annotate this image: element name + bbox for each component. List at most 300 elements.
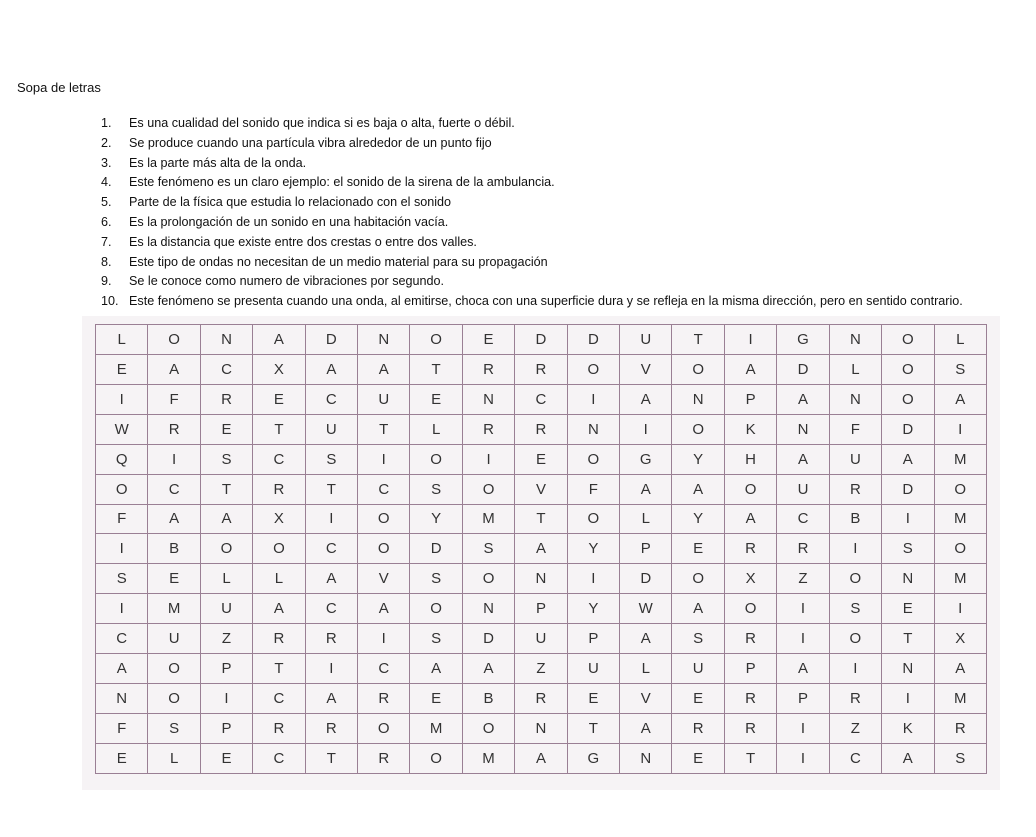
grid-cell: I — [462, 444, 514, 474]
grid-row — [96, 534, 987, 564]
grid-cell: D — [567, 325, 619, 355]
grid-cell: C — [358, 474, 410, 504]
grid-cell: A — [410, 654, 462, 684]
grid-cell: L — [829, 354, 881, 384]
grid-cell: A — [882, 743, 934, 773]
grid-cell: C — [515, 384, 567, 414]
grid-cell: R — [253, 713, 305, 743]
grid-cell: C — [829, 743, 881, 773]
grid-cell: I — [96, 384, 148, 414]
grid-row — [96, 743, 987, 773]
grid-cell: A — [724, 504, 776, 534]
grid-row — [96, 684, 987, 714]
grid-cell: F — [148, 384, 200, 414]
clue-number: 1. — [101, 116, 112, 130]
grid-cell: A — [515, 743, 567, 773]
grid-cell: O — [200, 534, 252, 564]
grid-cell: R — [148, 414, 200, 444]
clue-text: Este fenómeno es un claro ejemplo: el sonido de la sirena de la ambulancia. — [129, 175, 555, 190]
grid-cell: E — [148, 564, 200, 594]
grid-cell: E — [515, 444, 567, 474]
clue-item — [101, 213, 963, 233]
grid-cell: E — [567, 684, 619, 714]
grid-cell: M — [934, 564, 987, 594]
grid-cell: Y — [410, 504, 462, 534]
grid-cell: L — [253, 564, 305, 594]
grid-cell: I — [96, 594, 148, 624]
grid-cell: P — [620, 534, 672, 564]
grid-cell: A — [462, 654, 514, 684]
grid-cell: O — [410, 743, 462, 773]
grid-cell: S — [410, 474, 462, 504]
grid-row — [96, 474, 987, 504]
grid-cell: Y — [672, 504, 724, 534]
grid-cell: Q — [96, 444, 148, 474]
grid-cell: I — [567, 384, 619, 414]
grid-cell: C — [777, 504, 829, 534]
grid-cell: P — [567, 624, 619, 654]
grid-cell: R — [462, 414, 514, 444]
grid-row — [96, 444, 987, 474]
grid-cell: B — [829, 504, 881, 534]
grid-cell: O — [462, 713, 514, 743]
grid-cell: X — [253, 354, 305, 384]
clue-number: 4. — [101, 175, 112, 190]
grid-cell: N — [777, 414, 829, 444]
grid-cell: R — [253, 474, 305, 504]
grid-row — [96, 564, 987, 594]
grid-cell: I — [358, 624, 410, 654]
grid-cell: E — [672, 684, 724, 714]
grid-cell: P — [200, 654, 252, 684]
grid-cell: K — [882, 713, 934, 743]
grid-cell: C — [148, 474, 200, 504]
clue-item — [101, 253, 963, 273]
grid-cell: A — [882, 444, 934, 474]
grid-cell: O — [672, 564, 724, 594]
grid-cell: R — [724, 713, 776, 743]
grid-cell: Z — [515, 654, 567, 684]
grid-cell: E — [410, 384, 462, 414]
grid-cell: T — [200, 474, 252, 504]
grid-cell: I — [305, 654, 357, 684]
grid-cell: O — [567, 444, 619, 474]
grid-cell: R — [358, 743, 410, 773]
clue-number: 8. — [101, 254, 112, 269]
grid-cell: E — [882, 594, 934, 624]
grid-cell: O — [672, 414, 724, 444]
grid-cell: O — [148, 325, 200, 355]
grid-cell: S — [96, 564, 148, 594]
grid-cell: D — [882, 414, 934, 444]
grid-cell: D — [620, 564, 672, 594]
grid-cell: R — [777, 534, 829, 564]
grid-cell: M — [148, 594, 200, 624]
grid-cell: N — [567, 414, 619, 444]
grid-cell: A — [620, 713, 672, 743]
grid-cell: B — [462, 684, 514, 714]
grid-cell: A — [620, 474, 672, 504]
grid-cell: L — [200, 564, 252, 594]
grid-row — [96, 654, 987, 684]
grid-cell: M — [934, 684, 987, 714]
grid-cell: D — [410, 534, 462, 564]
grid-cell: E — [200, 743, 252, 773]
grid-cell: T — [567, 713, 619, 743]
grid-cell: O — [672, 354, 724, 384]
clue-item — [101, 173, 963, 193]
grid-cell: X — [934, 624, 987, 654]
grid-cell: Y — [567, 534, 619, 564]
grid-cell: U — [515, 624, 567, 654]
grid-cell: A — [96, 654, 148, 684]
grid-cell: E — [96, 354, 148, 384]
clue-text: Este fenómeno se presenta cuando una onda, al emitirse, choca con una superficie dura y se refleja en la misma dirección, pero en sentido contrario. — [129, 294, 963, 309]
grid-cell: T — [724, 743, 776, 773]
grid-cell: I — [96, 534, 148, 564]
clue-text: Se le conoce como numero de vibraciones por segundo. — [129, 274, 445, 289]
grid-cell: A — [305, 684, 357, 714]
grid-cell: N — [200, 325, 252, 355]
grid-row — [96, 384, 987, 414]
grid-row — [96, 594, 987, 624]
grid-cell: A — [620, 624, 672, 654]
grid-cell: R — [515, 684, 567, 714]
grid-cell: P — [200, 713, 252, 743]
grid-cell: O — [148, 684, 200, 714]
grid-cell: A — [934, 384, 987, 414]
grid-cell: I — [829, 654, 881, 684]
grid-cell: O — [358, 534, 410, 564]
grid-cell: A — [148, 504, 200, 534]
grid-cell: N — [620, 743, 672, 773]
grid-cell: I — [934, 594, 987, 624]
grid-cell: X — [253, 504, 305, 534]
grid-cell: P — [515, 594, 567, 624]
grid-cell: T — [305, 474, 357, 504]
grid-cell: O — [567, 354, 619, 384]
grid-cell: M — [934, 444, 987, 474]
grid-cell: A — [358, 594, 410, 624]
grid-cell: R — [462, 354, 514, 384]
grid-cell: U — [620, 325, 672, 355]
grid-cell: I — [829, 534, 881, 564]
grid-cell: S — [148, 713, 200, 743]
clue-text: Es la prolongación de un sonido en una habitación vacía. — [129, 214, 449, 229]
grid-cell: R — [358, 684, 410, 714]
grid-cell: Z — [200, 624, 252, 654]
grid-cell: N — [829, 325, 881, 355]
grid-cell: O — [358, 713, 410, 743]
clue-number: 3. — [101, 155, 112, 170]
grid-row — [96, 713, 987, 743]
grid-cell: I — [567, 564, 619, 594]
grid-cell: L — [148, 743, 200, 773]
grid-cell: L — [934, 325, 987, 355]
grid-cell: I — [724, 325, 776, 355]
clue-number: 6. — [101, 214, 112, 229]
grid-cell: Y — [672, 444, 724, 474]
grid-cell: R — [724, 624, 776, 654]
clue-text: Es la distancia que existe entre dos crestas o entre dos valles. — [129, 234, 477, 249]
grid-cell: R — [934, 713, 987, 743]
grid-cell: R — [672, 713, 724, 743]
grid-cell: V — [358, 564, 410, 594]
grid-cell: N — [515, 713, 567, 743]
grid-cell: V — [620, 354, 672, 384]
grid-cell: O — [882, 354, 934, 384]
grid-cell: V — [515, 474, 567, 504]
grid-cell: O — [934, 534, 987, 564]
grid-cell: E — [672, 534, 724, 564]
grid-cell: A — [724, 354, 776, 384]
grid-cell: D — [777, 354, 829, 384]
grid-cell: O — [829, 624, 881, 654]
grid-cell: A — [672, 594, 724, 624]
grid-cell: U — [148, 624, 200, 654]
grid-cell: E — [253, 384, 305, 414]
grid-cell: A — [620, 384, 672, 414]
grid-cell: C — [253, 684, 305, 714]
grid-cell: I — [620, 414, 672, 444]
grid-cell: I — [882, 684, 934, 714]
page-title: Sopa de letras — [17, 80, 101, 95]
clue-item — [101, 193, 963, 213]
grid-row — [96, 414, 987, 444]
grid-cell: I — [358, 444, 410, 474]
grid-cell: G — [620, 444, 672, 474]
grid-cell: S — [200, 444, 252, 474]
grid-cell: S — [882, 534, 934, 564]
grid-cell: O — [410, 444, 462, 474]
grid-cell: U — [305, 414, 357, 444]
clue-number: 5. — [101, 195, 112, 210]
grid-cell: I — [934, 414, 987, 444]
grid-cell: O — [567, 504, 619, 534]
grid-cell: V — [620, 684, 672, 714]
grid-cell: R — [253, 624, 305, 654]
grid-cell: O — [462, 564, 514, 594]
grid-cell: L — [620, 504, 672, 534]
grid-cell: M — [410, 713, 462, 743]
grid-cell: A — [672, 474, 724, 504]
grid-cell: S — [934, 354, 987, 384]
grid-cell: A — [777, 444, 829, 474]
grid-cell: N — [672, 384, 724, 414]
grid-cell: T — [253, 654, 305, 684]
grid-cell: R — [829, 474, 881, 504]
clue-number: 9. — [101, 274, 112, 289]
clue-list — [101, 114, 963, 312]
grid-row — [96, 504, 987, 534]
grid-cell: A — [200, 504, 252, 534]
grid-cell: I — [305, 504, 357, 534]
grid-cell: C — [96, 624, 148, 654]
grid-cell: E — [96, 743, 148, 773]
grid-cell: R — [724, 684, 776, 714]
grid-cell: P — [724, 384, 776, 414]
grid-cell: I — [777, 743, 829, 773]
grid-cell: A — [253, 325, 305, 355]
grid-cell: O — [724, 474, 776, 504]
grid-cell: A — [253, 594, 305, 624]
grid-cell: T — [358, 414, 410, 444]
grid-cell: I — [148, 444, 200, 474]
grid-cell: Z — [777, 564, 829, 594]
grid-cell: I — [882, 504, 934, 534]
grid-cell: S — [829, 594, 881, 624]
grid-cell: U — [567, 654, 619, 684]
clue-item — [101, 134, 963, 154]
grid-cell: F — [567, 474, 619, 504]
grid-cell: O — [462, 474, 514, 504]
grid-cell: X — [724, 564, 776, 594]
grid-cell: E — [410, 684, 462, 714]
grid-cell: Y — [567, 594, 619, 624]
grid-cell: S — [462, 534, 514, 564]
grid-cell: R — [200, 384, 252, 414]
grid-cell: T — [882, 624, 934, 654]
grid-cell: D — [462, 624, 514, 654]
grid-row — [96, 624, 987, 654]
grid-cell: I — [777, 624, 829, 654]
grid-cell: A — [148, 354, 200, 384]
grid-cell: N — [882, 564, 934, 594]
grid-cell: A — [305, 564, 357, 594]
clue-text: Es una cualidad del sonido que indica si es baja o alta, fuerte o débil. — [129, 116, 515, 130]
grid-cell: R — [515, 354, 567, 384]
clue-text: Es la parte más alta de la onda. — [129, 155, 307, 170]
grid-cell: Z — [829, 713, 881, 743]
grid-cell: O — [253, 534, 305, 564]
grid-cell: O — [148, 654, 200, 684]
grid-cell: T — [410, 354, 462, 384]
grid-cell: C — [253, 444, 305, 474]
grid-cell: S — [410, 624, 462, 654]
grid-cell: I — [777, 594, 829, 624]
grid-cell: W — [620, 594, 672, 624]
grid-cell: P — [777, 684, 829, 714]
grid-cell: M — [462, 504, 514, 534]
grid-cell: M — [934, 504, 987, 534]
grid-row — [96, 354, 987, 384]
grid-cell: D — [515, 325, 567, 355]
grid-cell: N — [358, 325, 410, 355]
grid-cell: C — [305, 594, 357, 624]
clue-number: 7. — [101, 234, 112, 249]
clue-text: Este tipo de ondas no necesitan de un medio material para su propagación — [129, 254, 548, 269]
clue-text: Parte de la física que estudia lo relacionado con el sonido — [129, 195, 452, 210]
grid-cell: C — [305, 384, 357, 414]
grid-cell: U — [672, 654, 724, 684]
grid-cell: P — [724, 654, 776, 684]
grid-cell: S — [305, 444, 357, 474]
grid-cell: N — [462, 594, 514, 624]
grid-cell: E — [672, 743, 724, 773]
grid-cell: R — [724, 534, 776, 564]
grid-cell: O — [829, 564, 881, 594]
grid-cell: S — [410, 564, 462, 594]
grid-cell: A — [358, 354, 410, 384]
grid-cell: E — [200, 414, 252, 444]
grid-cell: O — [882, 325, 934, 355]
grid-cell: C — [305, 534, 357, 564]
grid-cell: N — [96, 684, 148, 714]
grid-cell: O — [410, 594, 462, 624]
grid-cell: H — [724, 444, 776, 474]
grid-cell: R — [829, 684, 881, 714]
grid-cell: G — [567, 743, 619, 773]
grid-cell: W — [96, 414, 148, 444]
grid-cell: A — [934, 654, 987, 684]
clue-item — [101, 154, 963, 174]
clue-item — [101, 114, 963, 134]
grid-cell: S — [934, 743, 987, 773]
clue-number: 10. — [101, 294, 119, 309]
grid-cell: U — [829, 444, 881, 474]
word-search-grid — [95, 324, 987, 774]
clue-item — [101, 272, 963, 292]
grid-cell: N — [462, 384, 514, 414]
grid-cell: T — [305, 743, 357, 773]
grid-row — [96, 325, 987, 355]
grid-cell: K — [724, 414, 776, 444]
grid-cell: N — [882, 654, 934, 684]
grid-cell: T — [253, 414, 305, 444]
grid-cell: E — [462, 325, 514, 355]
grid-cell: D — [882, 474, 934, 504]
grid-cell: O — [724, 594, 776, 624]
grid-cell: R — [515, 414, 567, 444]
grid-cell: A — [777, 384, 829, 414]
grid-cell: I — [200, 684, 252, 714]
grid-cell: C — [253, 743, 305, 773]
grid-cell: U — [358, 384, 410, 414]
grid-cell: B — [148, 534, 200, 564]
grid-cell: L — [410, 414, 462, 444]
grid-cell: F — [96, 713, 148, 743]
grid-cell: R — [305, 624, 357, 654]
grid-cell: F — [96, 504, 148, 534]
grid-cell: O — [96, 474, 148, 504]
grid-cell: A — [777, 654, 829, 684]
clue-item — [101, 292, 963, 312]
grid-cell: U — [200, 594, 252, 624]
grid-cell: L — [620, 654, 672, 684]
grid-cell: A — [305, 354, 357, 384]
grid-cell: R — [305, 713, 357, 743]
grid-cell: T — [672, 325, 724, 355]
grid-cell: G — [777, 325, 829, 355]
grid-cell: O — [934, 474, 987, 504]
grid-cell: N — [829, 384, 881, 414]
grid-cell: I — [777, 713, 829, 743]
grid-cell: O — [410, 325, 462, 355]
grid-cell: O — [882, 384, 934, 414]
grid-cell: U — [777, 474, 829, 504]
grid-cell: M — [462, 743, 514, 773]
grid-cell: C — [358, 654, 410, 684]
grid-cell: T — [515, 504, 567, 534]
grid-cell: D — [305, 325, 357, 355]
clue-item — [101, 233, 963, 253]
grid-cell: S — [672, 624, 724, 654]
grid-cell: A — [515, 534, 567, 564]
grid-cell: O — [358, 504, 410, 534]
clue-number: 2. — [101, 135, 112, 150]
grid-cell: C — [200, 354, 252, 384]
grid-cell: L — [96, 325, 148, 355]
